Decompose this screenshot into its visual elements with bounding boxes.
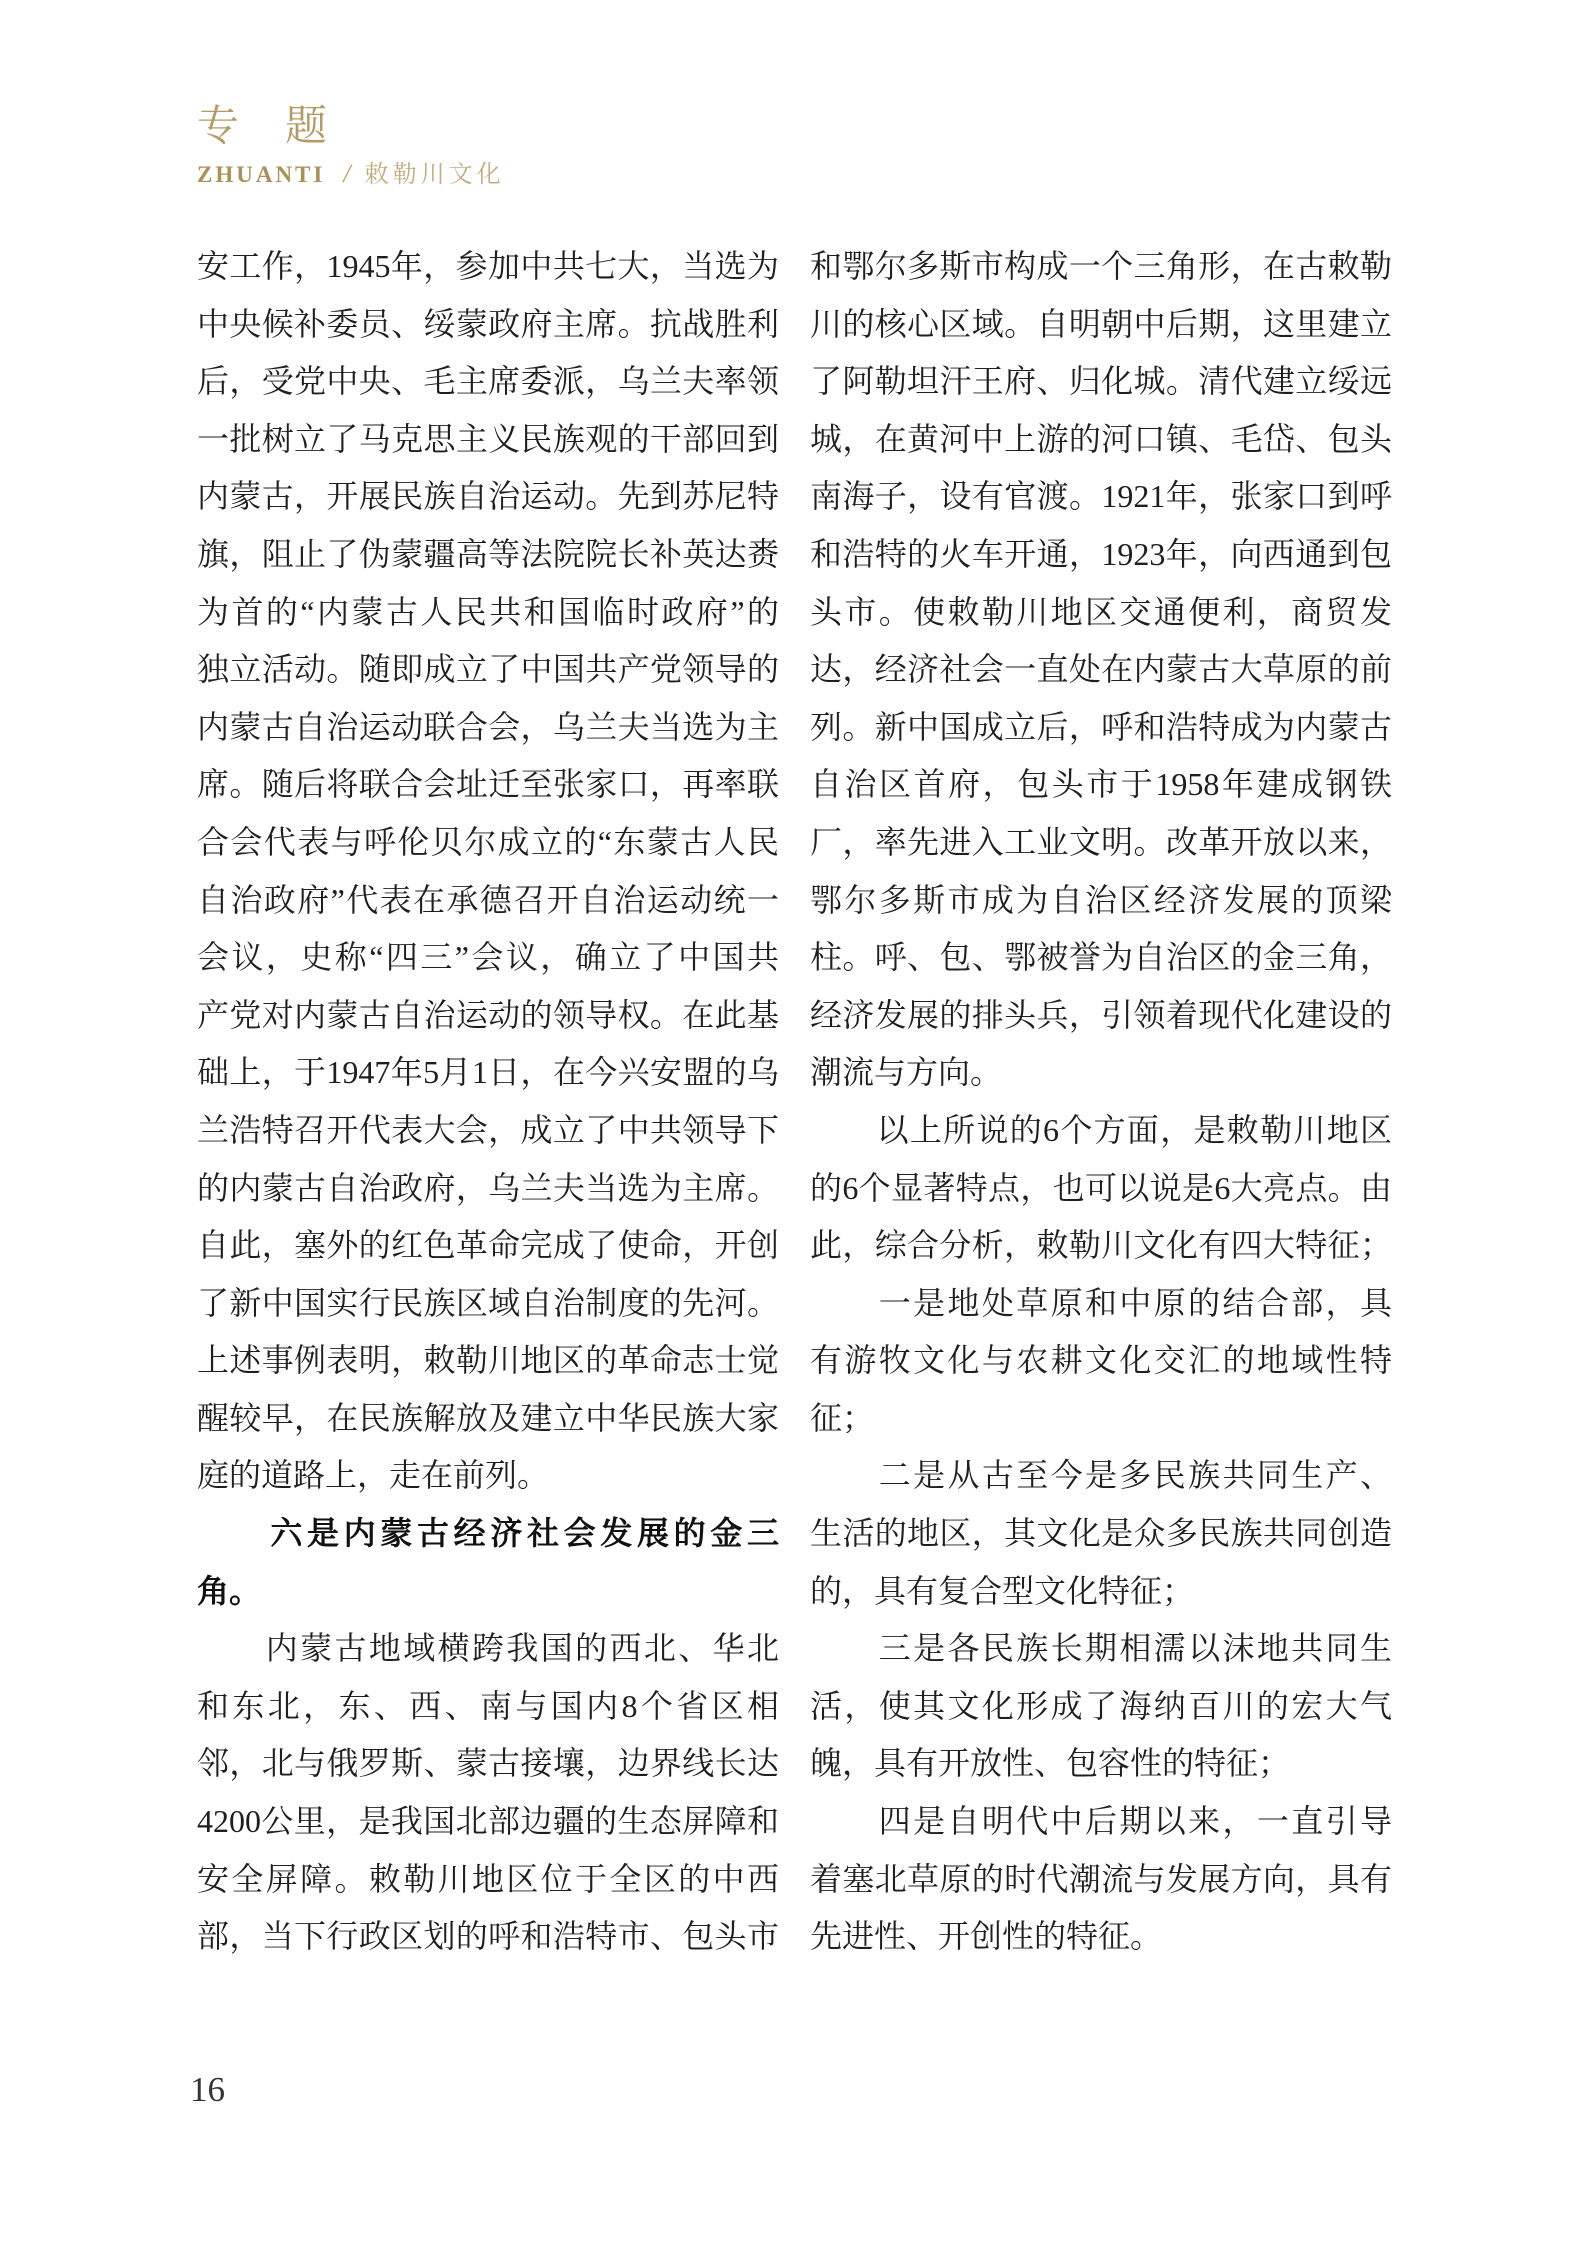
text-line: 产党对内蒙古自治运动的领导权。在此基 — [197, 996, 779, 1033]
text-line: 达，经济社会一直处在内蒙古大草原的前 — [810, 651, 1392, 688]
text-line: 经济发展的排头兵，引领着现代化建设的 — [810, 996, 1392, 1033]
page-subtitle — [197, 158, 505, 190]
text-line: 自此，塞外的红色革命完成了使命，开创 — [197, 1227, 779, 1264]
text-line: 4200公里，是我国北部边疆的生态屏障和 — [197, 1803, 779, 1840]
text-line: 生活的地区，其文化是众多民族共同创造 — [810, 1515, 1392, 1552]
text-line: 着塞北草原的时代潮流与发展方向，具有 — [810, 1860, 1392, 1897]
text-line: 会议，史称“四三”会议，确立了中国共 — [197, 939, 779, 976]
text-line: 部，当下行政区划的呼和浩特市、包头市 — [197, 1918, 779, 1955]
text-line: 以上所说的6个方面，是敕勒川地区 — [810, 1111, 1392, 1148]
text-line: 础上，于1947年5月1日，在今兴安盟的乌 — [197, 1054, 779, 1091]
text-line: 潮流与方向。 — [810, 1054, 1003, 1091]
text-line: 独立活动。随即成立了中国共产党领导的 — [197, 651, 779, 688]
text-column-left — [197, 238, 779, 1966]
text-line: 和浩特的火车开通，1923年，向西通到包 — [810, 535, 1392, 572]
text-line: 安全屏障。敕勒川地区位于全区的中西 — [197, 1860, 779, 1897]
page-header — [197, 104, 505, 190]
page-subtitle-cn: 敕勒川文化 — [364, 162, 505, 189]
text-line: 头市。使敕勒川地区交通便利，商贸发 — [810, 593, 1392, 630]
text-line: 自治政府”代表在承德召开自治运动统一 — [197, 881, 779, 918]
text-line: 角。 — [197, 1572, 262, 1609]
page-subtitle-en: ZHUANTI — [197, 162, 326, 188]
text-line: 城，在黄河中上游的河口镇、毛岱、包头 — [810, 420, 1392, 457]
text-line: 四是自明代中后期以来，一直引导 — [810, 1803, 1392, 1840]
text-line: 醒较早，在民族解放及建立中华民族大家 — [197, 1399, 779, 1436]
text-line: 了阿勒坦汗王府、归化城。清代建立绥远 — [810, 363, 1392, 400]
text-line: 川的核心区域。自明朝中后期，这里建立 — [810, 305, 1392, 342]
slash-separator: / — [343, 159, 351, 189]
text-line: 南海子，设有官渡。1921年，张家口到呼 — [810, 478, 1392, 515]
text-line: 旗，阻止了伪蒙疆高等法院院长补英达赉 — [197, 535, 779, 572]
text-line: 的，具有复合型文化特征； — [810, 1572, 1195, 1609]
text-line: 合会代表与呼伦贝尔成立的“东蒙古人民 — [197, 823, 779, 860]
text-line: 有游牧文化与农耕文化交汇的地域性特 — [810, 1342, 1392, 1379]
text-line: 鄂尔多斯市成为自治区经济发展的顶梁 — [810, 881, 1392, 918]
text-line: 为首的“内蒙古人民共和国临时政府”的 — [197, 593, 779, 630]
text-line: 三是各民族长期相濡以沫地共同生 — [810, 1630, 1392, 1667]
text-line: 内蒙古，开展民族自治运动。先到苏尼特 — [197, 478, 779, 515]
text-line: 的内蒙古自治政府，乌兰夫当选为主席。 — [197, 1169, 779, 1206]
page-title: 专 题 — [197, 104, 330, 150]
text-line: 二是从古至今是多民族共同生产、 — [810, 1457, 1392, 1494]
text-line: 安工作，1945年，参加中共七大，当选为 — [197, 248, 779, 284]
text-line: 征； — [810, 1399, 875, 1436]
text-line: 了新中国实行民族区域自治制度的先河。 — [197, 1284, 779, 1321]
text-line: 列。新中国成立后，呼和浩特成为内蒙古 — [810, 708, 1392, 745]
text-line: 和东北，东、西、南与国内8个省区相 — [197, 1687, 779, 1724]
text-line: 庭的道路上，走在前列。 — [197, 1457, 550, 1494]
text-line: 此，综合分析，敕勒川文化有四大特征； — [810, 1227, 1392, 1264]
text-line: 后，受党中央、毛主席委派，乌兰夫率领 — [197, 363, 779, 400]
text-line: 内蒙古自治运动联合会，乌兰夫当选为主 — [197, 708, 779, 745]
text-line: 一是地处草原和中原的结合部，具 — [810, 1284, 1392, 1321]
text-line: 先进性、开创性的特征。 — [810, 1918, 1163, 1955]
text-line: 厂，率先进入工业文明。改革开放以来， — [810, 823, 1392, 860]
text-column-right — [810, 238, 1392, 1966]
text-line: 席。随后将联合会址迁至张家口，再率联 — [197, 766, 779, 803]
text-line: 柱。呼、包、鄂被誉为自治区的金三角， — [810, 939, 1392, 976]
text-line: 和鄂尔多斯市构成一个三角形，在古敕勒 — [810, 248, 1392, 284]
text-line: 兰浩特召开代表大会，成立了中共领导下 — [197, 1111, 779, 1148]
text-line: 内蒙古地域横跨我国的西北、华北 — [197, 1630, 779, 1667]
text-line: 中央候补委员、绥蒙政府主席。抗战胜利 — [197, 305, 779, 342]
text-line: 的6个显著特点，也可以说是6大亮点。由 — [810, 1169, 1392, 1206]
text-line: 六是内蒙古经济社会发展的金三 — [197, 1515, 779, 1552]
text-line: 一批树立了马克思主义民族观的干部回到 — [197, 420, 779, 457]
text-line: 上述事例表明，敕勒川地区的革命志士觉 — [197, 1342, 779, 1379]
text-line: 活，使其文化形成了海纳百川的宏大气 — [810, 1687, 1392, 1724]
page-number: 16 — [190, 2070, 225, 2109]
text-line: 魄，具有开放性、包容性的特征； — [810, 1745, 1291, 1782]
text-line: 自治区首府，包头市于1958年建成钢铁 — [810, 766, 1392, 803]
text-line: 邻，北与俄罗斯、蒙古接壤，边界线长达 — [197, 1745, 779, 1782]
